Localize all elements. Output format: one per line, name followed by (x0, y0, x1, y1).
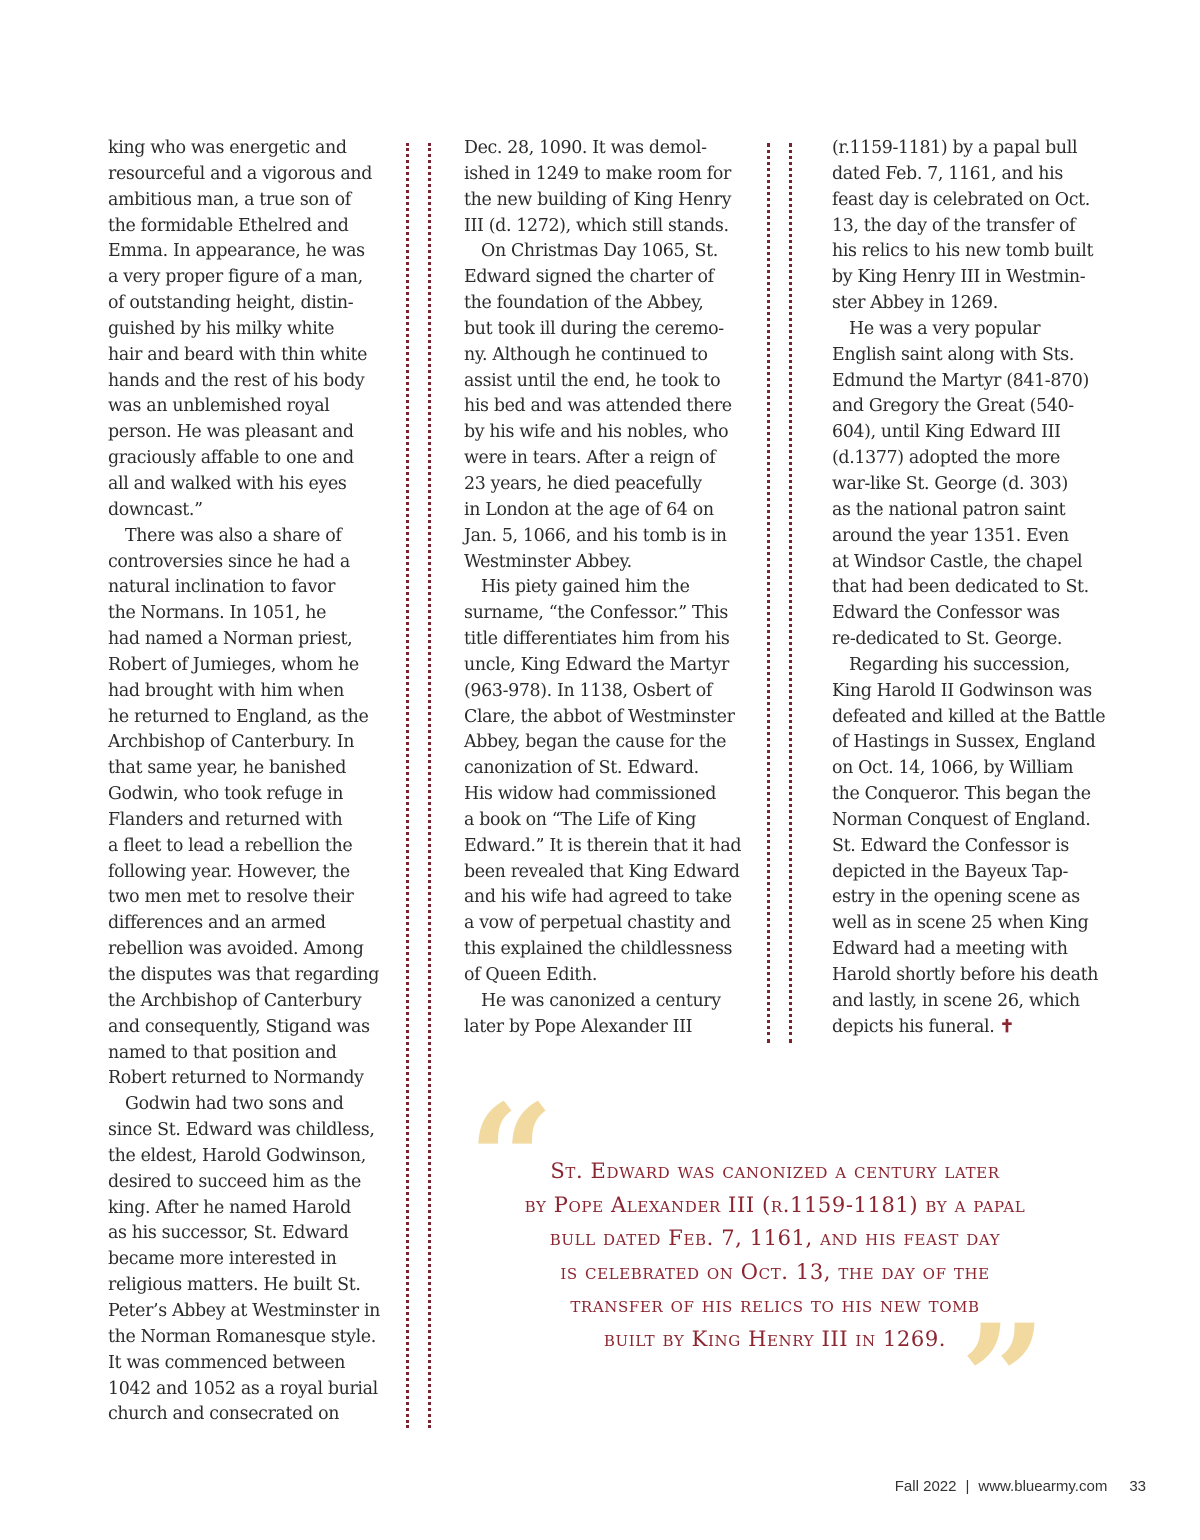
pull-quote-line: transfer of his relics to his new tomb (570, 1293, 980, 1318)
text-line: his relics to his new tomb built (832, 241, 1094, 262)
text-line: church and consecrated on (108, 1404, 340, 1425)
footer-website: www.bluearmy.com (978, 1478, 1108, 1495)
text-line: III (d. 1272), which still stands. (464, 215, 729, 236)
text-line: 23 years, he died peacefully (464, 473, 702, 494)
footer-separator: | (965, 1478, 970, 1495)
text-line: king. After he named Harold (108, 1197, 351, 1218)
text-line: been revealed that King Edward (464, 861, 740, 882)
text-line: war-like St. George (d. 303) (832, 473, 1068, 494)
column-2 (464, 136, 742, 1041)
text-line: two men met to resolve their (108, 887, 354, 908)
text-line: that same year, he banished (108, 758, 347, 779)
text-line: Edward had a meeting with (832, 939, 1068, 960)
text-line: Godwin, who took refuge in (108, 784, 344, 805)
text-line: a very proper figure of a man, (108, 267, 363, 288)
text-line: downcast.” (108, 499, 203, 520)
text-line: this explained the childlessness (464, 939, 733, 960)
column-1 (108, 136, 381, 1428)
footer-issue: Fall 2022 (894, 1478, 957, 1495)
text-line: and his wife had agreed to take (464, 887, 732, 908)
text-line: On Christmas Day 1065, St. (464, 241, 718, 262)
text-line: a fleet to lead a rebellion the (108, 835, 353, 856)
column-divider-right (767, 143, 770, 1043)
text-line: following year. However, the (108, 861, 350, 882)
text-line: person. He was pleasant and (108, 422, 354, 443)
text-line: the Archbishop of Canterbury (108, 990, 362, 1011)
pull-quote-line: bull dated Feb. 7, 1161, and his feast day (549, 1226, 1001, 1251)
pull-quote-line: built by King Henry III in 1269. (603, 1326, 947, 1351)
text-line: 1042 and 1052 as a royal burial (108, 1378, 378, 1399)
text-line: named to that position and (108, 1042, 337, 1063)
pull-quote-line: St. Edward was canonized a century later (550, 1159, 1000, 1183)
text-line: controversies since he had a (108, 551, 350, 572)
text-line: graciously affable to one and (108, 448, 354, 469)
text-line: later by Pope Alexander III (464, 1016, 693, 1037)
text-line: Abbey, began the cause for the (464, 732, 727, 753)
text-line: depicts his funeral. (832, 1016, 995, 1037)
text-line: Norman Conquest of England. (832, 809, 1091, 830)
text-line: but took ill during the ceremo- (464, 318, 724, 339)
text-line: differences and an armed (108, 913, 326, 934)
text-line: around the year 1351. Even (832, 525, 1069, 546)
text-line: in London at the age of 64 on (464, 499, 714, 520)
text-line: as the national patron saint (832, 499, 1066, 520)
text-line: since St. Edward was childless, (108, 1120, 375, 1141)
text-line: the new building of King Henry (464, 189, 732, 210)
text-line: a book on “The Life of King (464, 809, 696, 830)
page-number: 33 (1129, 1478, 1146, 1495)
text-line: was an unblemished royal (108, 396, 330, 417)
pull-quote-line: by Pope Alexander III (r.1159-1181) by a papal (524, 1192, 1026, 1217)
text-line: Edmund the Martyr (841-870) (832, 370, 1089, 391)
text-line: at Windsor Castle, the chapel (832, 551, 1083, 572)
text-line: on Oct. 14, 1066, by William (832, 758, 1074, 779)
text-line: had brought with him when (108, 680, 344, 701)
text-line: religious matters. He built St. (108, 1275, 361, 1296)
text-line: his bed and was attended there (464, 396, 732, 417)
text-line: (963-978). In 1138, Osbert of (464, 680, 712, 701)
text-line: 13, the day of the transfer of (832, 215, 1076, 236)
text-line: estry in the opening scene as (832, 887, 1080, 908)
text-line: resourceful and a vigorous and (108, 163, 373, 184)
text-line: well as in scene 25 when King (832, 913, 1089, 934)
text-line: guished by his milky white (108, 318, 335, 339)
text-line: that had been dedicated to St. (832, 577, 1089, 598)
text-line: Jan. 5, 1066, and his tomb is in (464, 525, 727, 546)
text-line: the foundation of the Abbey, (464, 293, 704, 314)
cross-end-mark-icon: ✝ (999, 1016, 1014, 1037)
text-line: and consequently, Stigand was (108, 1016, 370, 1037)
text-line: rebellion was avoided. Among (108, 939, 364, 960)
text-line: a vow of perpetual chastity and (464, 913, 731, 934)
text-line: King Harold II Godwinson was (832, 680, 1092, 701)
text-line: Edward signed the charter of (464, 267, 714, 288)
text-line: natural inclination to favor (108, 577, 336, 598)
text-line: ster Abbey in 1269. (832, 293, 998, 314)
text-line: of Queen Edith. (464, 965, 598, 985)
text-line: He was a very popular (832, 318, 1041, 339)
text-line: hair and beard with thin white (108, 344, 368, 365)
text-line: 604), until King Edward III (832, 422, 1061, 443)
text-line: became more interested in (108, 1249, 337, 1270)
text-line: It was commenced between (108, 1352, 346, 1373)
text-line: re-dedicated to St. George. (832, 629, 1063, 650)
text-line: the disputes was that regarding (108, 965, 380, 985)
text-line: Godwin had two sons and (108, 1094, 344, 1115)
text-line: His piety gained him the (464, 577, 690, 598)
text-line: English saint along with Sts. (832, 344, 1075, 365)
text-line: Clare, the abbot of Westminster (464, 706, 735, 727)
text-line: (d.1377) adopted the more (832, 448, 1060, 469)
text-line: He was canonized a century (464, 990, 721, 1011)
text-line: the Normans. In 1051, he (108, 603, 327, 624)
text-line: Archbishop of Canterbury. In (108, 732, 355, 753)
page-footer (895, 1478, 1146, 1495)
text-line: all and walked with his eyes (108, 473, 347, 494)
column-3 (832, 136, 1106, 1041)
text-line: the eldest, Harold Godwinson, (108, 1145, 366, 1166)
text-line: defeated and killed at the Battle (832, 706, 1106, 727)
text-line: St. Edward the Confessor is (832, 835, 1069, 856)
pull-quote-line: is celebrated on Oct. 13, the day of the (560, 1259, 990, 1284)
text-line: ny. Although he continued to (464, 344, 708, 365)
text-line: There was also a share of (108, 525, 342, 546)
text-line: canonization of St. Edward. (464, 758, 699, 779)
text-line: Regarding his succession, (832, 654, 1070, 675)
text-line: Dec. 28, 1090. It was demol- (464, 138, 707, 158)
text-line: had named a Norman priest, (108, 629, 353, 650)
text-line: assist until the end, he took to (464, 370, 721, 391)
text-line: title differentiates him from his (464, 629, 730, 650)
text-line: depicted in the Bayeux Tap- (832, 861, 1069, 882)
text-line: were in tears. After a reign of (464, 448, 716, 469)
text-line: Harold shortly before his death (832, 965, 1099, 985)
text-line: ished in 1249 to make room for (464, 163, 731, 184)
text-line: Edward.” It is therein that it had (464, 835, 742, 856)
text-line: Emma. In appearance, he was (108, 241, 365, 262)
text-line: of Hastings in Sussex, England (832, 732, 1096, 753)
text-line: Westminster Abbey. (464, 551, 632, 572)
text-line: the formidable Ethelred and (108, 215, 349, 236)
text-line: His widow had commissioned (464, 784, 717, 805)
text-line: and lastly, in scene 26, which (832, 990, 1080, 1011)
column-divider-right-2 (789, 143, 792, 1043)
text-line: Peter’s Abbey at Westminster in (108, 1300, 381, 1321)
text-line: ambitious man, a true son of (108, 189, 351, 210)
text-line: the Conqueror. This began the (832, 784, 1091, 805)
text-line: and Gregory the Great (540- (832, 396, 1074, 417)
text-line: Edward the Confessor was (832, 603, 1060, 624)
text-line: desired to succeed him as the (108, 1171, 361, 1192)
text-line: the Norman Romanesque style. (108, 1326, 376, 1347)
text-line: hands and the rest of his body (108, 370, 365, 391)
open-quote-mark-icon: “ (468, 1072, 555, 1248)
text-line: he returned to England, as the (108, 706, 369, 727)
text-line: surname, “the Confessor.” This (464, 603, 728, 624)
text-line: king who was energetic and (108, 138, 347, 158)
text-line: Flanders and returned with (108, 809, 343, 830)
text-line: of outstanding height, distin- (108, 293, 354, 314)
text-line: by his wife and his nobles, who (464, 422, 729, 443)
close-quote-mark-icon: ” (960, 1292, 1047, 1468)
column-divider-left (406, 143, 409, 1428)
text-line: uncle, King Edward the Martyr (464, 654, 729, 675)
text-line: Robert returned to Normandy (108, 1068, 364, 1089)
text-line: feast day is celebrated on Oct. (832, 189, 1090, 210)
column-divider-left-2 (428, 143, 431, 1428)
text-line-last (832, 1015, 1102, 1041)
text-line: (r.1159-1181) by a papal bull (832, 138, 1078, 158)
text-line: dated Feb. 7, 1161, and his (832, 163, 1063, 184)
text-line: by King Henry III in Westmin- (832, 267, 1086, 288)
text-line: Robert of Jumieges, whom he (108, 654, 359, 675)
text-line: as his successor, St. Edward (108, 1223, 349, 1244)
